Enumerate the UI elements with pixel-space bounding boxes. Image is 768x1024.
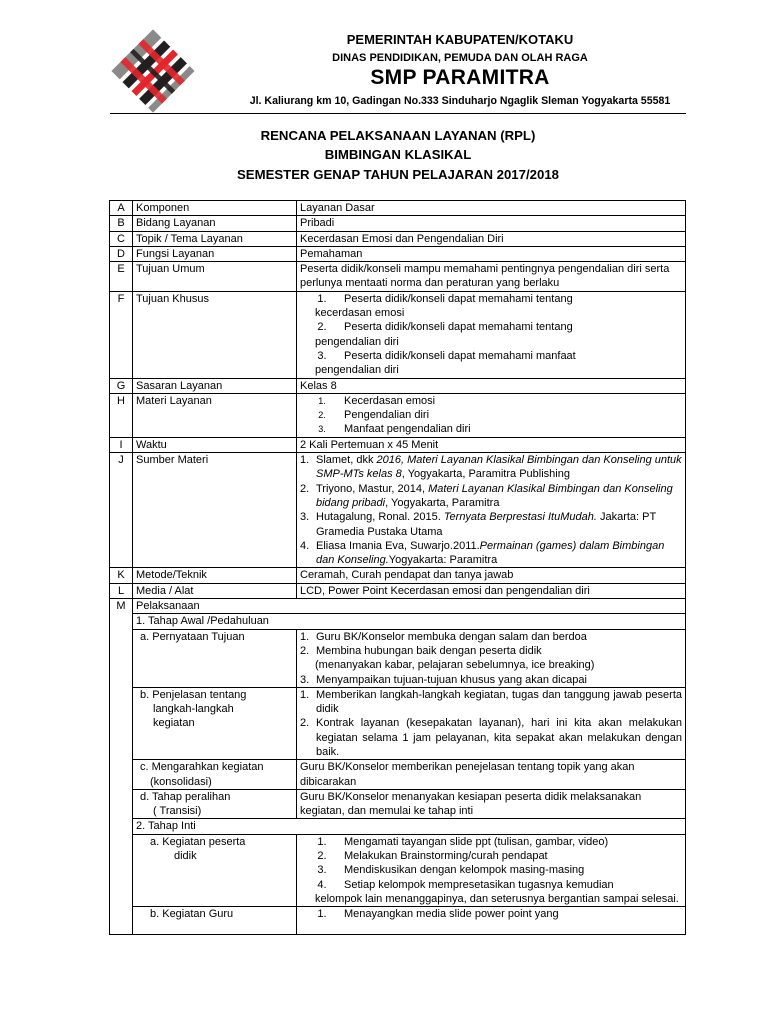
list-item: 3. Peserta didik/konseli dapat memahami manfaat pengendalian diri: [315, 349, 576, 377]
list-item: 1. Mengamati tayangan slide ppt (tulisan, gambar, video): [317, 835, 609, 848]
step-content: [297, 834, 686, 906]
row-value: Peserta didik/konseli mampu memahami pentingnya pengendalian diri serta perlunya mentaati norma dan peraturan yang berlaku: [297, 262, 686, 292]
row-label: Materi Layanan: [133, 393, 297, 437]
row-code: G: [110, 378, 133, 393]
list-item: 1. Kecerdasan emosi: [318, 394, 436, 407]
row-label: Komponen: [133, 201, 297, 216]
table-row: [110, 599, 686, 614]
row-label: Tujuan Umum: [133, 262, 297, 292]
row-value: Kelas 8: [297, 378, 686, 393]
table-row: [110, 437, 686, 452]
table-row: [110, 246, 686, 261]
list-item: 2. Membina hubungan baik dengan peserta didik (menanyakan kabar, pelajaran sebelumnya, ice breaking): [300, 644, 595, 672]
table-row: [110, 614, 686, 629]
table-row: [110, 834, 686, 906]
row-value: Layanan Dasar: [297, 201, 686, 216]
step-label: c. Mengarahkan kegiatan (konsolidasi): [133, 760, 297, 790]
stage-label: 2. Tahap Inti: [133, 819, 686, 834]
row-code: I: [110, 437, 133, 452]
step-content: Guru BK/Konselor menanyakan kesiapan peserta didik melaksanakan kegiatan, dan memulai ke tahap inti: [297, 789, 686, 819]
list-item: 1. Menayangkan media slide power point yang: [317, 908, 559, 921]
table-row: [110, 907, 686, 934]
row-value: LCD, Power Point Kecerdasan emosi dan pengendalian diri: [297, 583, 686, 598]
school-address: Jl. Kaliurang km 10, Gadingan No.333 Sinduharjo Ngaglik Sleman Yogyakarta 55581: [249, 95, 671, 107]
row-code: M: [110, 599, 133, 935]
list-item: 2. Kontrak layanan (kesepakatan layanan), hari ini kita akan melakukan kegiatan selama 1 jam pelayanan, kita sepakat akan melakukan dengan baik.: [300, 717, 682, 758]
department-name: DINAS PENDIDIKAN, PEMUDA DAN OLAH RAGA: [332, 52, 588, 64]
row-value: [297, 393, 686, 437]
list-item: 3. Menyampaikan tujuan-tujuan khusus yang akan dicapai: [300, 673, 587, 686]
table-row: [110, 262, 686, 292]
row-value: Pemahaman: [297, 246, 686, 261]
step-content: [297, 907, 686, 934]
rpl-table: [109, 200, 686, 935]
list-item: 3. Manfaat pengendalian diri: [318, 423, 471, 436]
step-label: d. Tahap peralihan ( Transisi): [133, 789, 297, 819]
table-row: [110, 231, 686, 246]
row-value: Pribadi: [297, 216, 686, 231]
list-item: 1. Peserta didik/konseli dapat memahami tentang kecerdasan emosi: [315, 292, 573, 320]
list-item: 1. Guru BK/Konselor membuka dengan salam dan berdoa: [300, 630, 587, 643]
table-row: [110, 583, 686, 598]
government-name: PEMERINTAH KABUPATEN/KOTAKU: [346, 32, 574, 47]
row-label: Bidang Layanan: [133, 216, 297, 231]
row-code: L: [110, 583, 133, 598]
row-code: J: [110, 453, 133, 568]
list-item: 3. Hutagalung, Ronal. 2015. Ternyata Berprestasi ItuMudah. Jakarta: PT Gramedia Pustaka Utama: [300, 511, 657, 538]
row-value: [297, 291, 686, 378]
document-title: RENCANA PELAKSANAAN LAYANAN (RPL): [260, 128, 536, 143]
step-label: b. Penjelasan tentang langkah-langkah kegiatan: [133, 687, 297, 759]
table-row: [110, 568, 686, 583]
row-value: [297, 453, 686, 568]
row-label: Topik / Tema Layanan: [133, 231, 297, 246]
row-label: Fungsi Layanan: [133, 246, 297, 261]
table-row: [110, 629, 686, 687]
table-row: [110, 201, 686, 216]
letterhead-divider: [110, 113, 686, 114]
table-row: [110, 453, 686, 568]
table-row: [110, 789, 686, 819]
list-item: 4. Setiap kelompok mempresetasikan tugasnya kemudian kelompok lain menanggapinya, dan seterusnya bergantian sampai selesai.: [315, 878, 679, 905]
row-code: B: [110, 216, 133, 231]
row-code: C: [110, 231, 133, 246]
document-subtitle: BIMBINGAN KLASIKAL: [324, 147, 472, 162]
list-item: 2. Peserta didik/konseli dapat memahami tentang pengendalian diri: [315, 321, 573, 348]
row-label: Sumber Materi: [133, 453, 297, 568]
list-item: 1. Slamet, dkk 2016, Materi Layanan Klasikal Bimbingan dan Konseling untuk SMP-MTs kelas 8, Yogyakarta, Paramitra Publishing: [300, 454, 682, 481]
row-label: Media / Alat: [133, 583, 297, 598]
row-value: Kecerdasan Emosi dan Pengendalian Diri: [297, 231, 686, 246]
step-content: [297, 687, 686, 759]
row-value: Ceramah, Curah pendapat dan tanya jawab: [297, 568, 686, 583]
row-label: Metode/Teknik: [133, 568, 297, 583]
step-label: a. Kegiatan peserta didik: [133, 834, 297, 906]
table-row: [110, 819, 686, 834]
list-item: 3. Mendiskusikan dengan kelompok masing-masing: [317, 864, 585, 877]
step-label: a. Pernyataan Tujuan: [133, 629, 297, 687]
list-item: 2. Pengendalian diri: [318, 409, 430, 422]
row-label: Waktu: [133, 437, 297, 452]
table-row: [110, 760, 686, 790]
list-item: 1. Memberikan langkah-langkah kegiatan, tugas dan tanggung jawab peserta didik: [300, 688, 682, 716]
step-label: b. Kegiatan Guru: [133, 907, 297, 934]
row-code: F: [110, 291, 133, 378]
table-row: [110, 216, 686, 231]
document-semester: SEMESTER GENAP TAHUN PELAJARAN 2017/2018: [237, 167, 559, 182]
step-content: Guru BK/Konselor memberikan penejelasan tentang topik yang akan dibicarakan: [297, 760, 686, 790]
list-item: 2. Melakukan Brainstorming/curah pendapat: [317, 850, 548, 863]
row-code: D: [110, 246, 133, 261]
row-code: H: [110, 393, 133, 437]
stage-label: 1. Tahap Awal /Pedahuluan: [133, 614, 686, 629]
school-name: SMP PARAMITRA: [370, 66, 550, 89]
row-code: A: [110, 201, 133, 216]
list-item: 4. Eliasa Imania Eva, Suwarjo.2011.Permainan (games) dalam Bimbingan dan Konseling.Yogyakarta: Paramitra: [300, 539, 665, 567]
table-row: [110, 687, 686, 759]
row-value: 2 Kali Pertemuan x 45 Menit: [297, 437, 686, 452]
step-content: [297, 629, 686, 687]
row-label: Pelaksanaan: [133, 599, 686, 614]
table-row: [110, 291, 686, 378]
table-row: [110, 393, 686, 437]
row-label: Tujuan Khusus: [133, 291, 297, 378]
table-row: [110, 378, 686, 393]
list-item: 2. Triyono, Mastur, 2014, Materi Layanan Klasikal Bimbingan dan Konseling bidang pribadi, Yogyakarta, Paramitra: [300, 482, 673, 509]
row-code: K: [110, 568, 133, 583]
row-code: E: [110, 262, 133, 292]
row-label: Sasaran Layanan: [133, 378, 297, 393]
